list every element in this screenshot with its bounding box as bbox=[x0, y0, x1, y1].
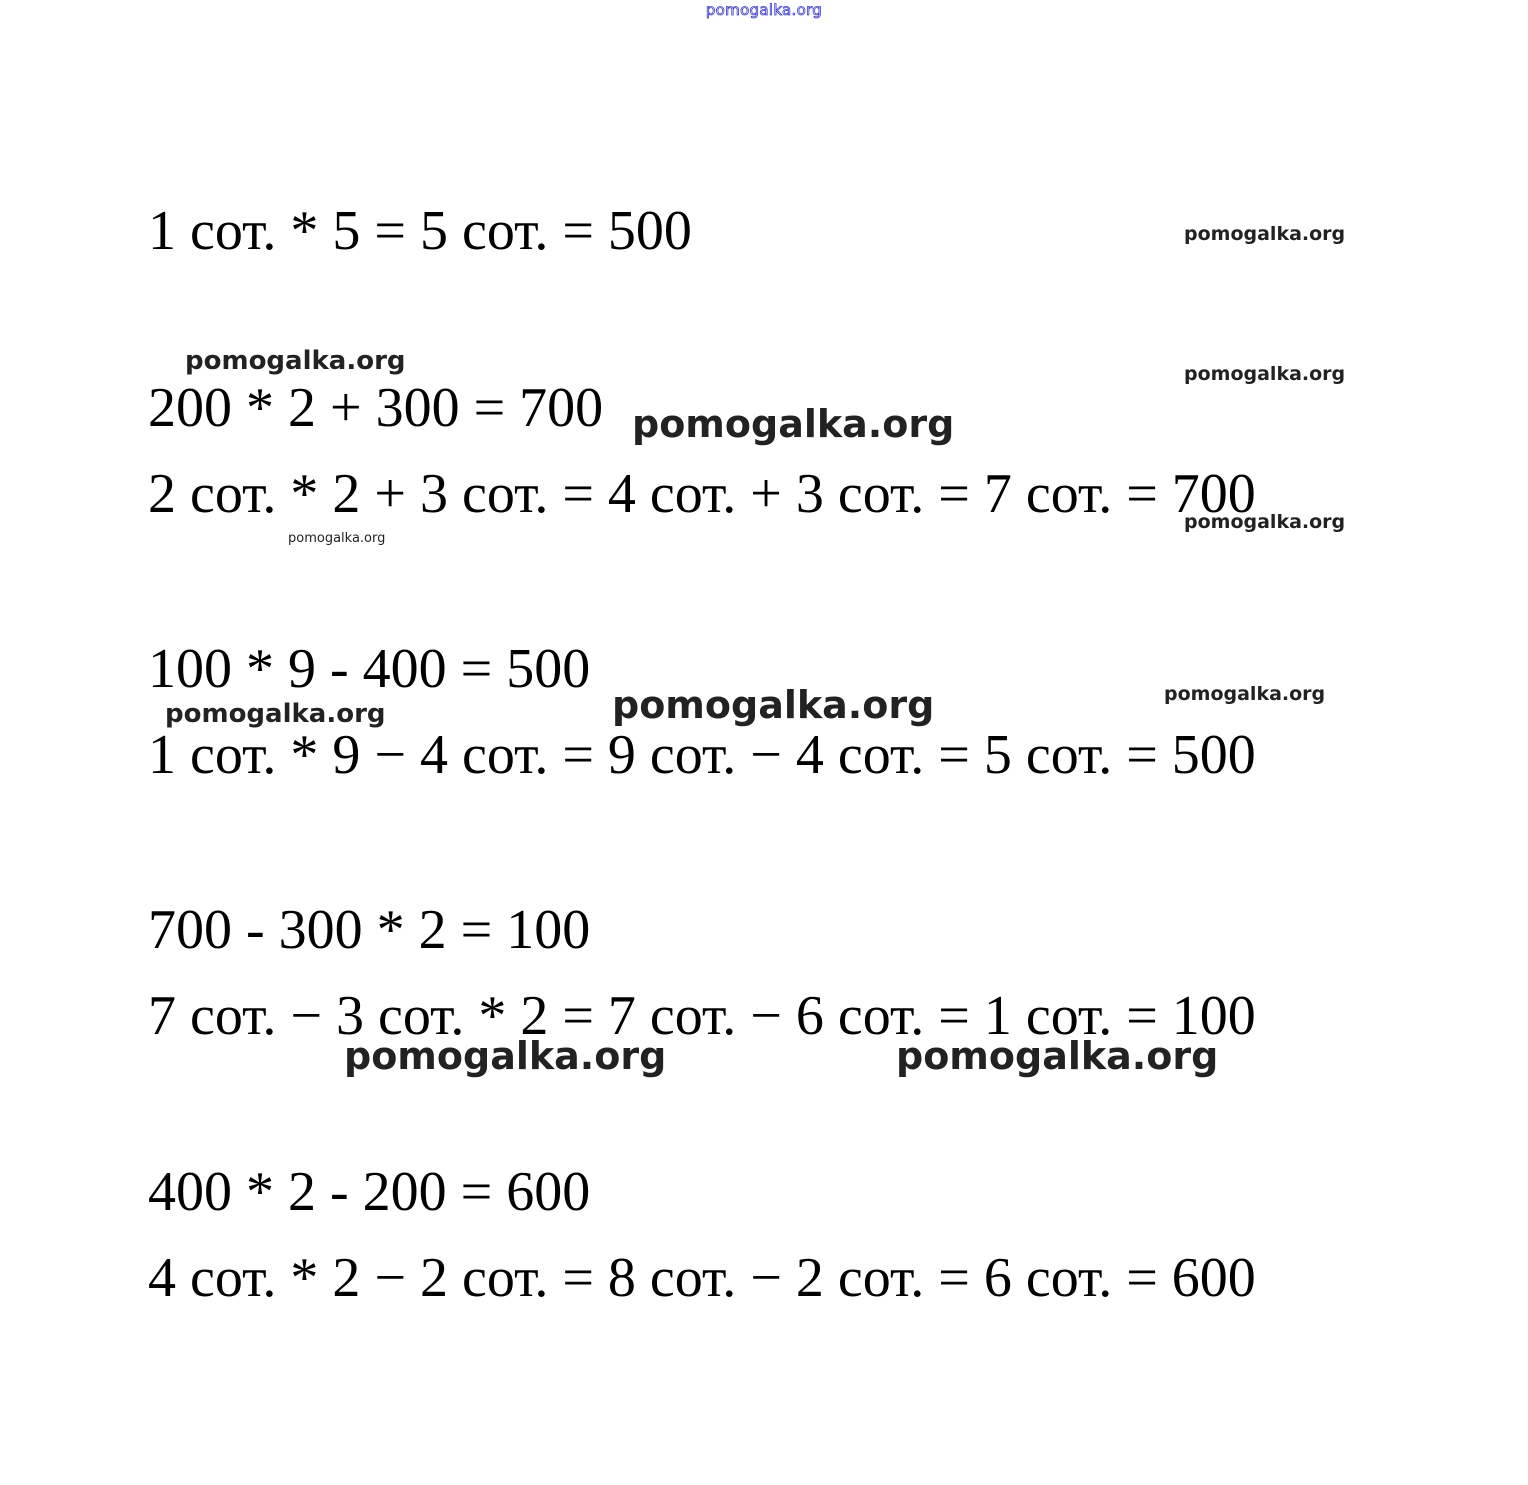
equation-3: 100 * 9 - 400 = 500 bbox=[148, 638, 591, 700]
watermark: pomogalka.org bbox=[165, 699, 386, 729]
watermark: pomogalka.org bbox=[612, 683, 935, 727]
equation-4-explanation: 7 сот. − 3 сот. * 2 = 7 сот. − 6 сот. = 1 сот. = 100 bbox=[148, 985, 1256, 1047]
watermark: pomogalka.org bbox=[1184, 511, 1346, 533]
equation-2: 200 * 2 + 300 = 700 bbox=[148, 377, 604, 439]
watermark: pomogalka.org bbox=[344, 1034, 667, 1078]
watermark: pomogalka.org bbox=[1184, 223, 1346, 245]
watermark: pomogalka.org bbox=[288, 531, 386, 546]
equation-5-explanation: 4 сот. * 2 − 2 сот. = 8 сот. − 2 сот. = 6 сот. = 600 bbox=[148, 1247, 1256, 1309]
equation-5: 400 * 2 - 200 = 600 bbox=[148, 1161, 591, 1223]
watermark: pomogalka.org bbox=[1164, 683, 1326, 705]
watermark: pomogalka.org bbox=[1184, 363, 1346, 385]
watermark: pomogalka.org bbox=[632, 402, 955, 446]
equation-2-explanation: 2 сот. * 2 + 3 сот. = 4 сот. + 3 сот. = 7 сот. = 700 bbox=[148, 463, 1256, 525]
equation-1: 1 сот. * 5 = 5 сот. = 500 bbox=[148, 200, 692, 262]
equation-4: 700 - 300 * 2 = 100 bbox=[148, 899, 591, 961]
watermark: pomogalka.org bbox=[896, 1034, 1219, 1078]
header-watermark: pomogalka.org bbox=[705, 1, 823, 19]
equation-3-explanation: 1 сот. * 9 − 4 сот. = 9 сот. − 4 сот. = 5 сот. = 500 bbox=[148, 724, 1256, 786]
watermark: pomogalka.org bbox=[185, 346, 406, 376]
